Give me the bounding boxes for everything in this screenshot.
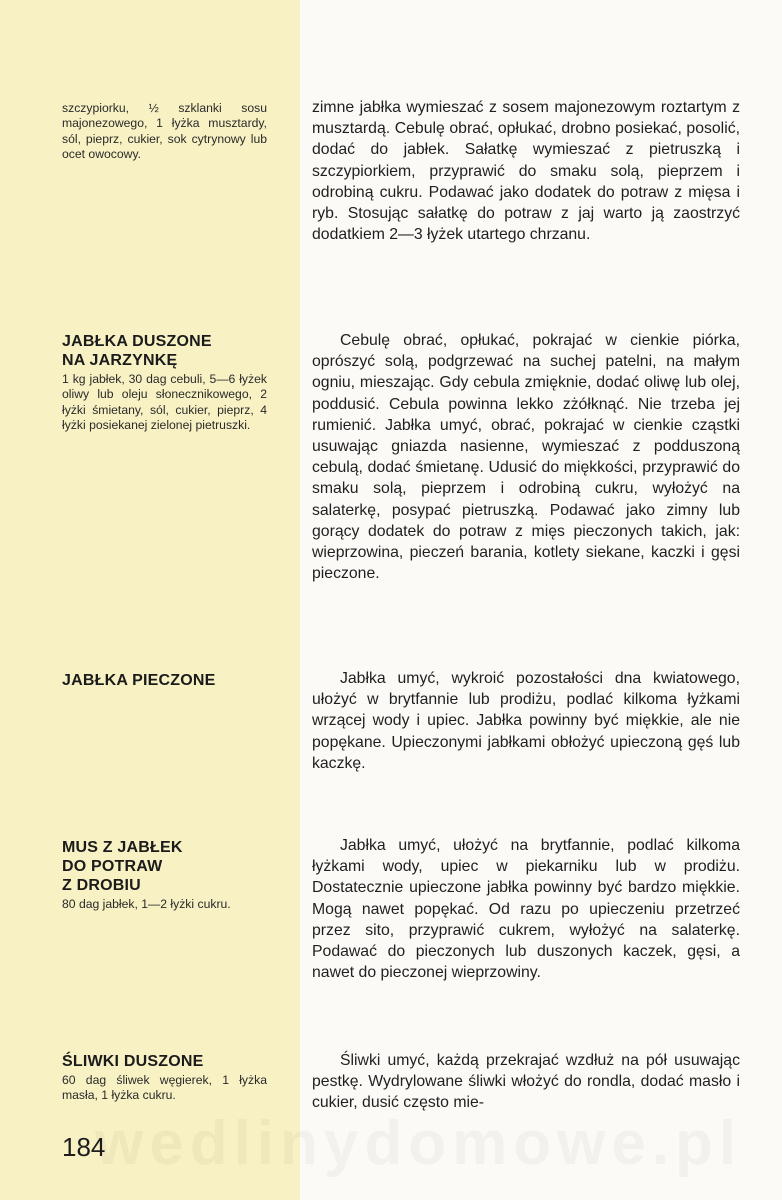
intro-body-text bbox=[312, 97, 740, 245]
body-paragraph: Cebulę obrać, opłukać, pokrajać w cienkie piórka, oprószyć solą, podgrzewać na suchej patelni, na małym ogniu, mieszając. Gdy cebula zmięknie, dodać oliwę lub olej, poddusić. Cebula powinna lekko zżółknąć. Nie trzeba jej rumienić. Jabłka umyć, obrać, pokrajać w cienkie cząstki usuwając gniazda nasienne, wymieszać z podduszoną cebulą, dodać śmietanę. Udusić do miękkości, przyprawić do smaku solą, pieprzem i odrobiną cukru, wyłożyć na salaterkę, posypać pietruszką. Podawać jako zimny lub gorący dodatek do potraw z mięs pieczonych takich, jak: wieprzowina, pieczeń barania, kotlety siekane, kaczki i gęsi pieczone. bbox=[312, 332, 740, 583]
body-paragraph: Śliwki umyć, każdą przekrajać wzdłuż na pół usuwając pestkę. Wydrylowane śliwki włożyć do rondla, dodać masło i cukier, dusić często mie- bbox=[312, 1052, 740, 1112]
body-paragraph: zimne jabłka wymieszać z sosem majonezowym roztartym z musztardą. Cebulę obrać, opłukać, drobno posiekać, posolić, dodać do jabłek. Sałatkę wymieszać z pietruszką i szczypiorkiem, przyprawić do smaku solą, pieprzem i odrobiną cukru. Podawać jako dodatek do potraw z mięsa i ryb. Stosując sałatkę do potraw z jaj warto ją zaostrzyć dodatkiem 2—3 łyżek utartego chrzanu. bbox=[312, 99, 740, 244]
recipe-mus-z-jablek-sidebar bbox=[62, 838, 267, 912]
sidebar-column bbox=[0, 0, 300, 1200]
recipe-jablka-duszone-sidebar bbox=[62, 332, 267, 434]
recipe-sliwki-duszone-sidebar bbox=[62, 1052, 267, 1104]
recipe-mus-z-jablek-body bbox=[312, 835, 740, 983]
recipe-title: ŚLIWKI DUSZONE bbox=[62, 1053, 204, 1070]
recipe-title: MUS Z JABŁEK DO POTRAW Z DROBIU bbox=[62, 839, 183, 894]
recipe-ingredients: 60 dag śliwek węgierek, 1 łyżka masła, 1 łyżka cukru. bbox=[62, 1073, 267, 1103]
recipe-jablka-pieczone-sidebar bbox=[62, 671, 267, 690]
body-paragraph: Jabłka umyć, ułożyć na brytfannie, podlać kilkoma łyżkami wody, upiec w piekarniku lub w prodiżu. Dostatecznie upieczone jabłka powinny być bardzo miękkie. Mogą nawet popękać. Od razu po upieczeniu przetrzeć przez sito, przyprawić cukrem, wyłożyć na salaterkę. Podawać do pieczonych lub duszonych kaczek, gęsi, a nawet do pieczonej wieprzowiny. bbox=[312, 837, 740, 982]
recipe-jablka-pieczone-body bbox=[312, 668, 740, 774]
recipe-jablka-duszone-body bbox=[312, 330, 740, 584]
recipe-sliwki-duszone-body bbox=[312, 1050, 740, 1114]
watermark bbox=[95, 1108, 735, 1179]
recipe-ingredients: 1 kg jabłek, 30 dag cebuli, 5—6 łyżek oliwy lub oleju słonecznikowego, 2 łyżki śmietany, sól, cukier, pieprz, 4 łyżki posiekanej zielonej pietruszki. bbox=[62, 372, 267, 433]
page-number: 184 bbox=[62, 1132, 106, 1162]
body-paragraph: Jabłka umyć, wykroić pozostałości dna kwiatowego, ułożyć w brytfannie lub prodiżu, podlać kilkoma łyżkami wrzącej wody i upiec. Jabłka powinny być miękkie, ale nie popękane. Upieczonymi jabłkami obłożyć upieczoną gęś lub kaczkę. bbox=[312, 670, 740, 772]
intro-ingredients: szczypiorku, ½ szklanki sosu majonezowego, 1 łyżka musztardy, sól, pieprz, cukier, sok cytrynowy lub ocet owocowy. bbox=[62, 101, 267, 162]
recipe-title: JABŁKA DUSZONE NA JARZYNKĘ bbox=[62, 333, 212, 369]
sidebar-intro-block bbox=[62, 101, 267, 163]
recipe-title: JABŁKA PIECZONE bbox=[62, 672, 216, 689]
recipe-ingredients: 80 dag jabłek, 1—2 łyżki cukru. bbox=[62, 897, 231, 911]
